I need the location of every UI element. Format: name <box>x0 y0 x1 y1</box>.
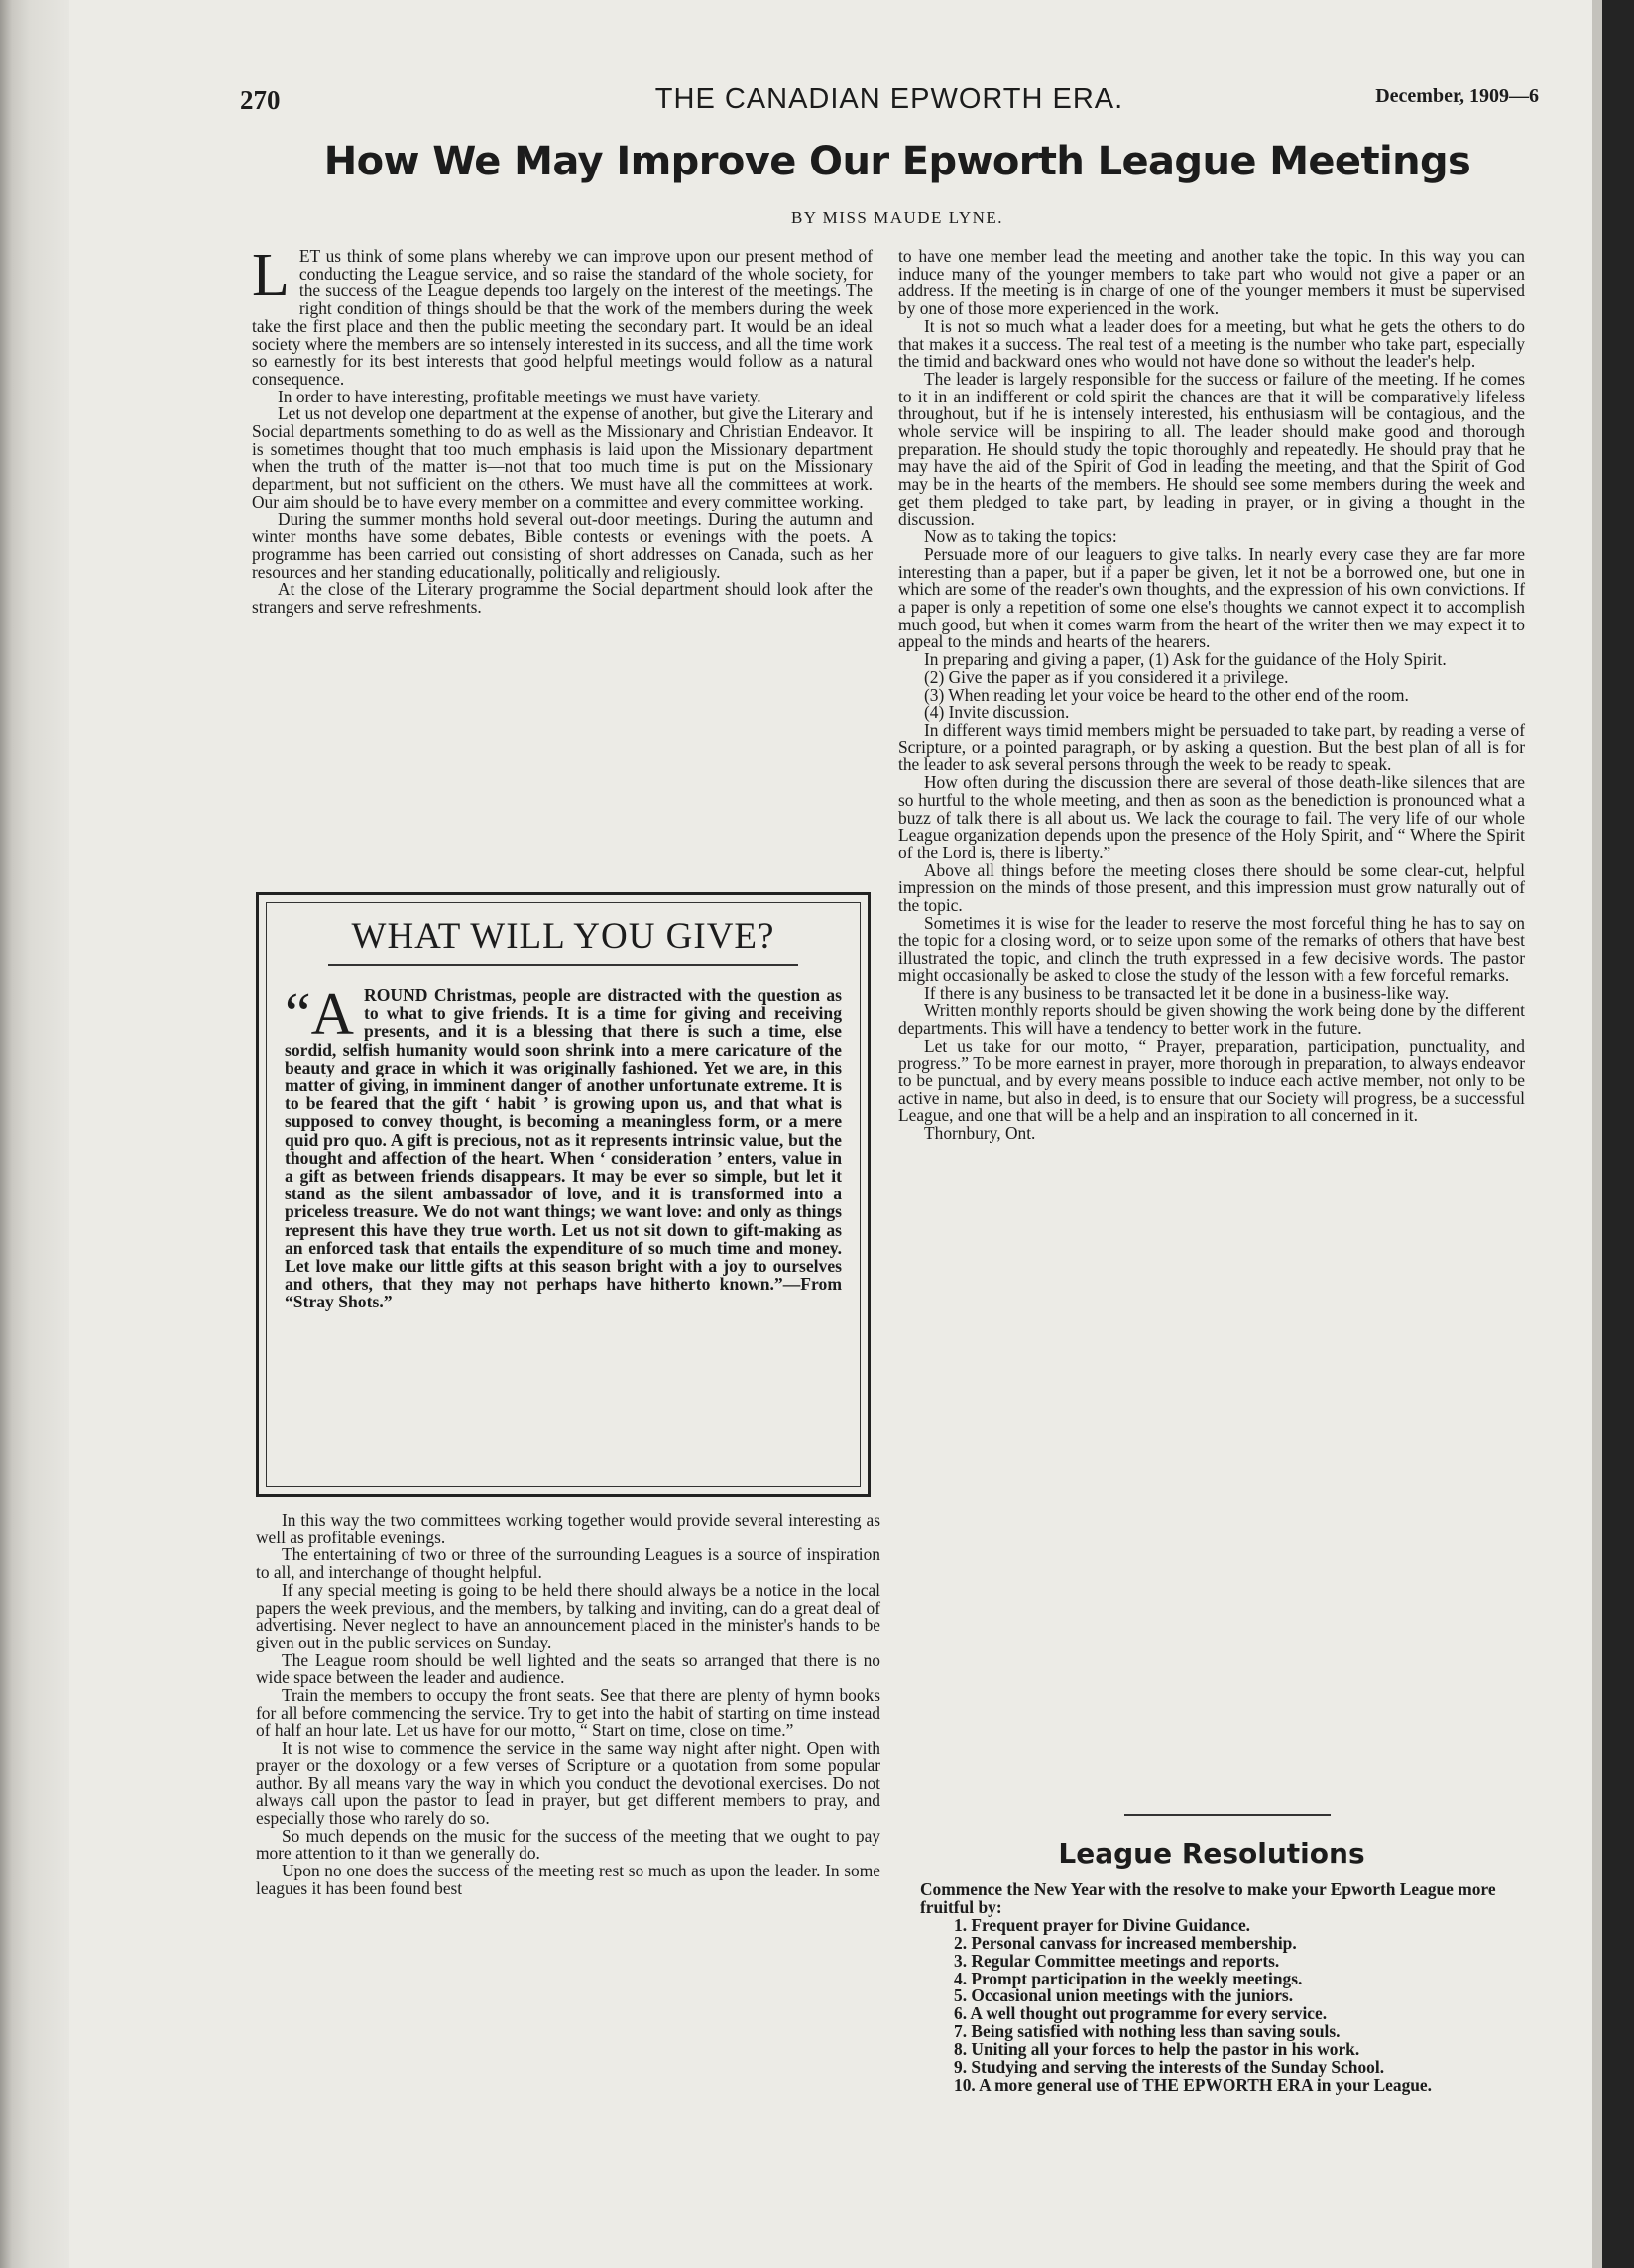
article-paragraph: In order to have interesting, profitable meetings we must have variety. <box>278 386 761 406</box>
article-paragraph: (2) Give the paper as if you considered it a privilege. <box>924 666 1289 687</box>
page-number: 270 <box>240 85 281 115</box>
article-paragraph: Written monthly reports should be given showing the work being done by the different departments. This will have a tendency to better work in the future. <box>898 1000 1525 1038</box>
article-paragraph: Now as to taking the topics: <box>924 526 1117 547</box>
list-item: 10. A more general use of THE EPWORTH ERA in your League. <box>954 2074 1433 2095</box>
article-paragraph: Upon no one does the success of the meeting rest so much as upon the leader. In some leagues it has been found best <box>256 1861 880 1898</box>
article-column-1-bottom <box>256 1512 880 1897</box>
drop-cap: L <box>252 242 290 309</box>
article-paragraph: At the close of the Literary programme the Social department should look after the strangers and serve refreshments. <box>252 579 873 618</box>
list-item: 6. A well thought out programme for every service. <box>954 2003 1328 2024</box>
resolutions-intro: Commence the New Year with the resolve to make your Epworth League more fruitful by: <box>920 1879 1496 1917</box>
article-title: How We May Improve Our Epworth League Meetings <box>323 139 1471 184</box>
resolutions-title: League Resolutions <box>1058 1837 1365 1870</box>
box-title: WHAT WILL YOU GIVE? <box>351 916 775 957</box>
page-header <box>240 81 1539 121</box>
article-paragraph: Persuade more of our leaguers to give talks. In nearly every case they are far more interesting than a paper, but if a paper be given, let it not be a borrowed one, but one in which are some of the reader's own thoughts, and the expression of his own convictions. If a paper is only a repetition of some one else's thoughts we cannot expect it to accomplish much good, but when it comes warm from the heart of the writer then we may expect it to appeal to the minds and hearts of the hearers. <box>898 543 1525 652</box>
article-paragraph: The entertaining of two or three of the surrounding Leagues is a source of inspiration to all, and interchange of thought helpful. <box>256 1544 880 1583</box>
article-byline: BY MISS MAUDE LYNE. <box>790 208 1004 227</box>
list-item: 7. Being satisfied with nothing less than saving souls. <box>954 2021 1341 2042</box>
article-paragraph: The League room should be well lighted and the seats so arranged that there is no wide space between the leader and audience. <box>256 1649 880 1688</box>
section-divider <box>1124 1814 1331 1816</box>
resolutions-list <box>920 1914 1545 2095</box>
publication-title: THE CANADIAN EPWORTH ERA. <box>654 83 1124 115</box>
article-column-1-top <box>252 242 873 618</box>
article-column-2 <box>898 248 1525 1143</box>
article-paragraph: Train the members to occupy the front seats. See that there are plenty of hymn books for all before commencing the service. Try to get into the habit of starting on time instead of half an hour late. Let us have for our motto, “ Start on time, close on time.” <box>256 1685 880 1741</box>
book-gutter-edge <box>0 0 69 2268</box>
list-item: 1. Frequent prayer for Divine Guidance. <box>954 1914 1251 1935</box>
article-paragraph: It is not wise to commence the service in the same way night after night. Open with prayer or the doxology or a few verses of Scripture or a quotation from some popular author. By all means vary the way in which you conduct the devotional exercises. Do not always call upon the pastor to lead in prayer, but get different members to pray, and especially those who rarely do so. <box>256 1738 880 1828</box>
article-paragraph: So much depends on the music for the success of the meeting that we ought to pay more attention to it than we generally do. <box>256 1825 880 1864</box>
article-signoff: Thornbury, Ont. <box>924 1123 1036 1144</box>
article-paragraph: If any special meeting is going to be held there should always be a notice in the local papers the week previous, and the members, by talking and inviting, can do a great deal of advertising. Never neglect to have an announcement placed in the minister's hands to be given out in the public services on Sunday. <box>256 1579 880 1652</box>
article-paragraph: In this way the two committees working together would provide several interesting as well as profitable evenings. <box>256 1510 880 1547</box>
list-item: 4. Prompt participation in the weekly meetings. <box>954 1968 1303 1988</box>
issue-date: December, 1909—6 <box>1375 85 1539 107</box>
article-paragraph: LET us think of some plans whereby we can improve upon our present method of conducting the League service, and so raise the standard of the whole society, for the success of the League depends too largely on the interest of the meetings. The right condition of things should be that the work of the members during the week take the first place and then the public meeting the secondary part. It would be an ideal society where the members are so intensely interested in its success, and all the time work so earnestly for its best interests that good helpful meetings would follow as a natural consequence. <box>252 242 873 389</box>
article-paragraph: In preparing and giving a paper, (1) Ask for the guidance of the Holy Spirit. <box>924 649 1447 670</box>
article-paragraph: Above all things before the meeting closes there should be some clear-cut, helpful impression on the minds of those present, and this impression must grow naturally out of the topic. <box>898 859 1525 916</box>
article-paragraph: It is not so much what a leader does for a meeting, but what he gets the others to do that makes it a success. The real test of a meeting is the number who take part, especially the timid and backward ones who would not have done so without the leader's help. <box>898 315 1525 372</box>
box-drop-cap: “A <box>285 981 354 1047</box>
article-paragraph: If there is any business to be transacted let it be done in a business-like way. <box>924 982 1450 1003</box>
sidebar-box-what-will-you-give <box>256 892 871 1497</box>
article-paragraph: Sometimes it is wise for the leader to reserve the most forceful thing he has to say on the topic for a closing word, or to seize upon some of the remarks of others that have best illustrated the topic, and clinch the truth expressed in a few decisive words. The pastor might occasionally be asked to close the study of the lesson with a few forceful remarks. <box>898 912 1525 985</box>
article-paragraph: During the summer months hold several out-door meetings. During the autumn and winter months have some debates, Bible contests or evenings with the poets. A programme has been carried out consisting of short addresses on Canada, such as her resources and her standing educationally, politically and religiously. <box>252 509 873 582</box>
scan-border <box>1602 0 1634 2268</box>
article-paragraph: to have one member lead the meeting and another take the topic. In this way you can induce many of the younger members to take part who would not give a paper or an address. If the meeting is in charge of one of the younger members it must be supervised by one of those more experienced in the work. <box>898 246 1525 319</box>
article-paragraph: (3) When reading let your voice be heard to the other end of the room. <box>924 684 1409 705</box>
box-text: “A ROUND Christmas, people are distracted with the question as to what to give friends. It is a time for giving and receiving presents, and it is a blessing that there is such a time, else sordid, selfish humanity would soon shrink into a mere caricature of the beauty and grace in which it was originally fashioned. Yet we are, in this matter of giving, in imminent danger of another unfortunate extreme. It is to be feared that the gift ‘ habit ’ is growing upon us, and that what is supposed to convey thought, is becoming a meaningless form, or a mere quid pro quo. A gift is precious, not as it represents intrinsic value, but the thought and affection of the heart. When ‘ consideration ’ enters, value in a gift as between friends disappears. It may be ever so simple, but let it stand as the silent ambassador of love, and it is transformed into a priceless treasure. We do not want things; we want love: and only as things represent this have they true worth. Let us not sit down to gift-making as an enforced task that entails the expenditure of so much time and money. Let love make our little gifts at this season bright with a joy to ourselves and others, that they may not perhaps have hitherto known.”—From “Stray Shots.” <box>285 981 842 1312</box>
list-item: 2. Personal canvass for increased membership. <box>954 1932 1297 1953</box>
box-title-rule <box>328 964 798 966</box>
article-paragraph: (4) Invite discussion. <box>924 702 1070 723</box>
list-item: 5. Occasional union meetings with the juniors. <box>954 1985 1294 2006</box>
article-paragraph: Let us take for our motto, “ Prayer, preparation, participation, punctuality, and progress.” To be more earnest in prayer, more thorough in preparation, to always endeavor to be punctual, and by every means possible to induce each active member, not only to be active in name, but also in deed, is to ensure that our Society will progress, be a successful League, and one that will be a help and an inspiration to all concerned in it. <box>898 1035 1525 1126</box>
article-paragraph: The leader is largely responsible for the success or failure of the meeting. If he comes to it in an indifferent or cold spirit the chances are that it will be comparatively lifeless throughout, but if he is intensely interested, his enthusiasm will be contagious, and the whole service will be inspiring to all. The leader should make good and thorough preparation. He should study the topic thoroughly and repeatedly. He should pray that he may have the aid of the Spirit of God in leading the meeting, and that the Spirit of God may be in the hearts of the members. He should see some members during the week and get them pledged to take part, by leading in prayer, or in giving a thought in the discussion. <box>898 368 1525 529</box>
list-item: 8. Uniting all your forces to help the pastor in his work. <box>954 2039 1360 2060</box>
article-paragraph: How often during the discussion there are several of those death-like silences that are so hurtful to the whole meeting, and then as soon as the benediction is pronounced what a buzz of talk there is all about us. We lack the courage to fail. The very life of our whole League organization depends upon the presence of the Holy Spirit, and “ Where the Spirit of the Lord is, there is liberty.” <box>898 772 1525 862</box>
article-paragraph: In different ways timid members might be persuaded to take part, by reading a verse of Scripture, or a pointed paragraph, or by asking a question. But the best plan of all is for the leader to ask several persons through the week to be ready to speak. <box>898 719 1525 775</box>
list-item: 3. Regular Committee meetings and reports. <box>954 1950 1280 1971</box>
resolutions-section <box>920 1881 1545 2095</box>
article-paragraph: Let us not develop one department at the expense of another, but give the Literary and Social departments something to do as well as the Missionary and Christian Endeavor. It is sometimes thought that too much emphasis is laid upon the Missionary department when the truth of the matter is—not that too much time is put on the Missionary department, but not sufficient on the others. We must have all the committees at work. Our aim should be to have every member on a committee and every committee working. <box>252 403 873 511</box>
list-item: 9. Studying and serving the interests of the Sunday School. <box>954 2057 1385 2078</box>
page-right-edge <box>1592 0 1602 2268</box>
